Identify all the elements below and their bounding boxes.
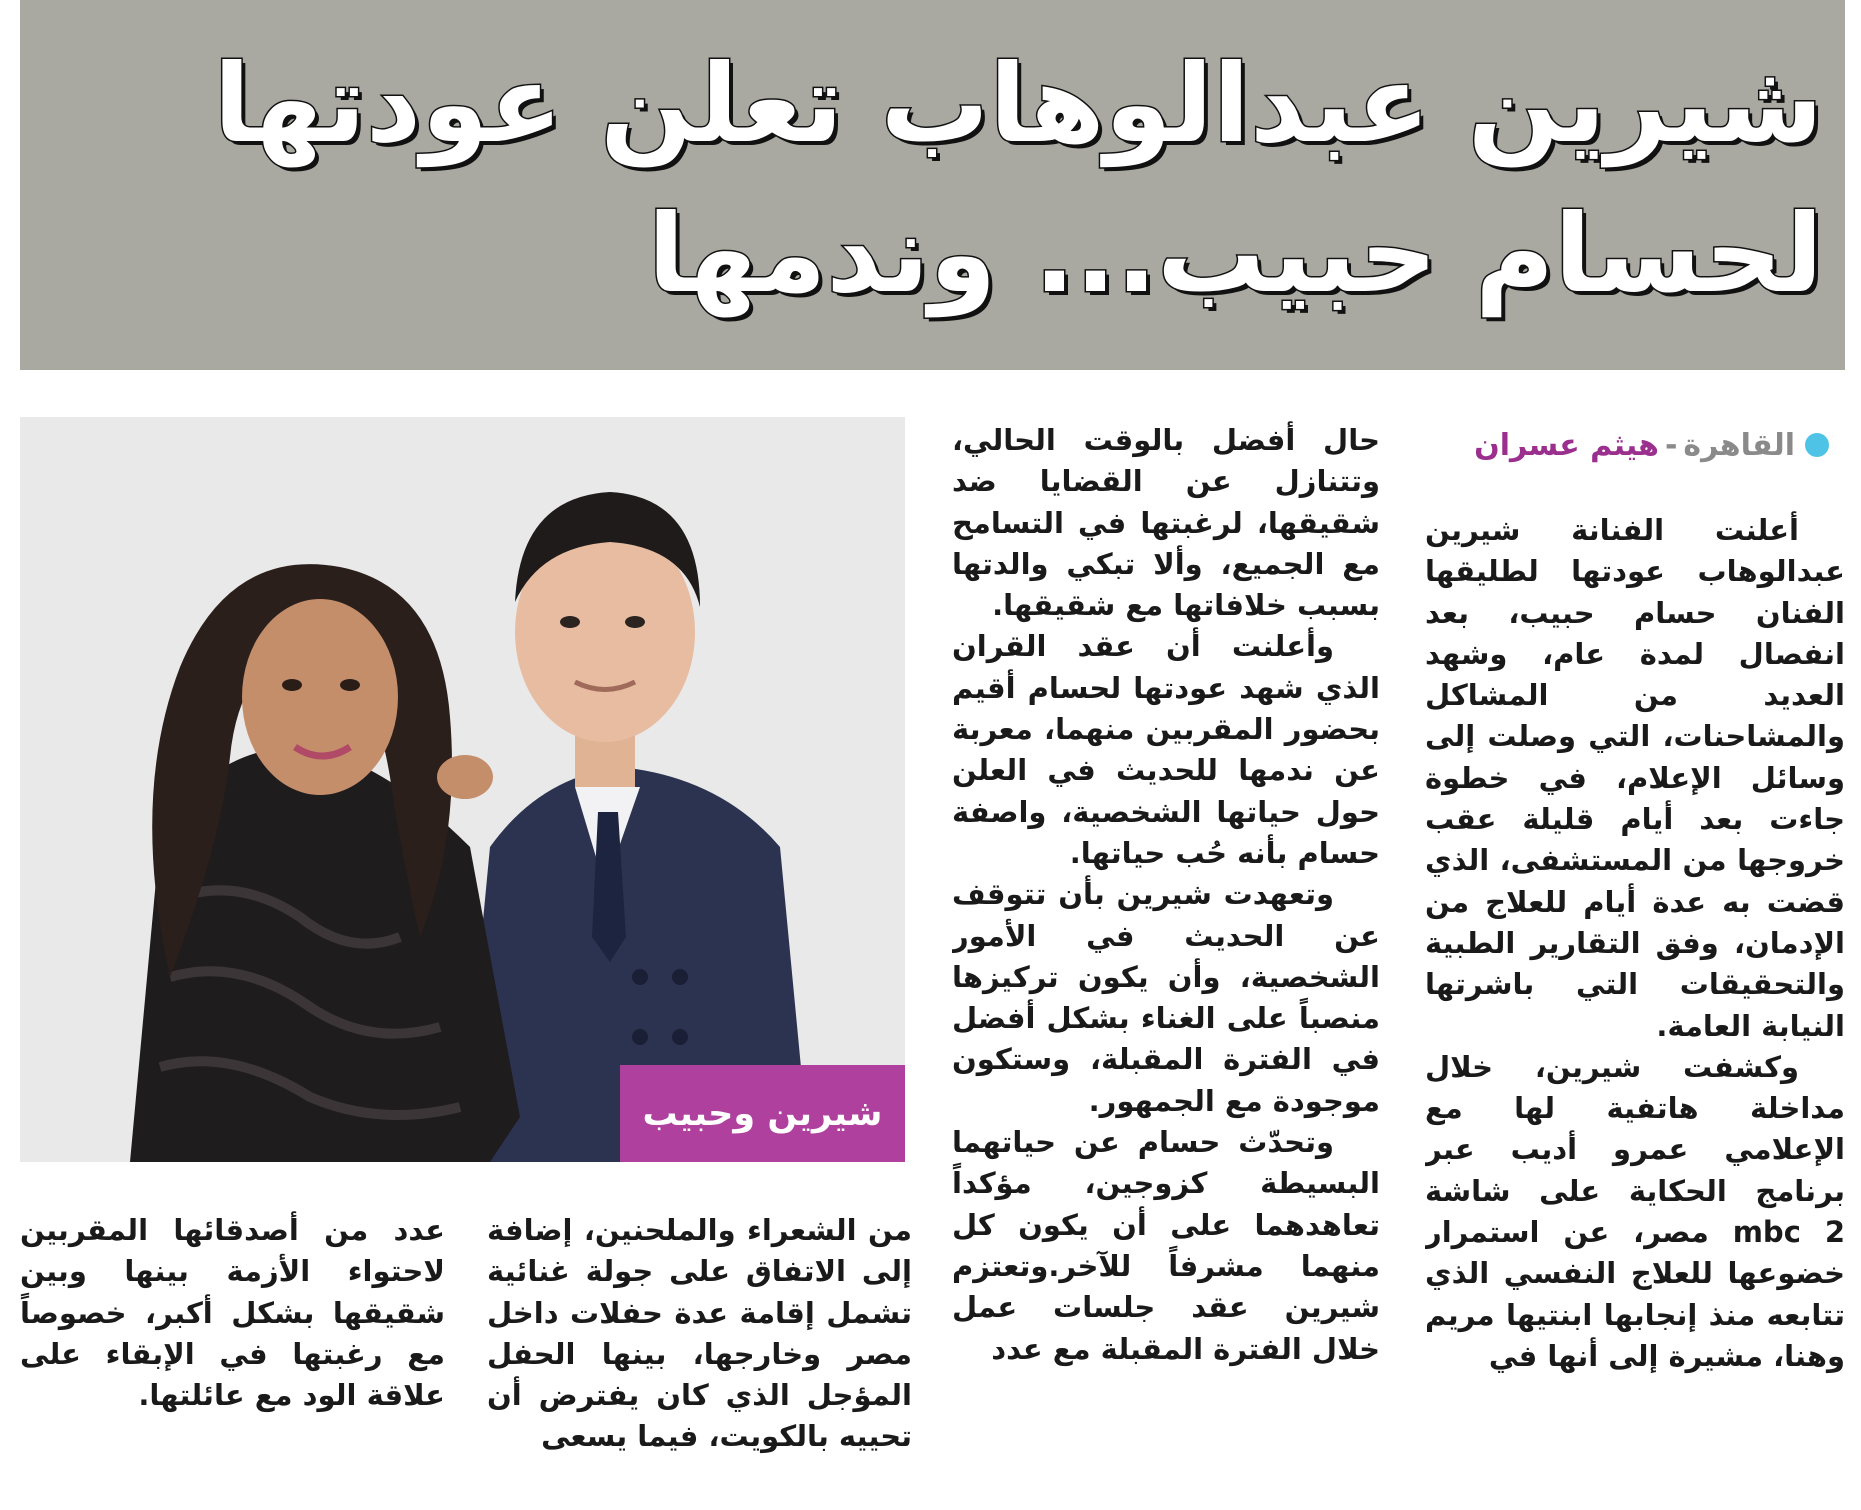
circle-bullet-icon <box>1805 433 1829 457</box>
article-paragraph: وكشفت شيرين، خلال مداخلة هاتفية لها مع الإعلامي عمرو أديب عبر برنامج الحكاية على شاشة mbc 2 مصر، عن استمرار خضوعها للعلاج النفسي الذي تتابعه منذ إنجابها ابنتيها مريم وهنا، مشيرة إلى أنها في <box>1425 1049 1845 1373</box>
article-paragraph: أعلنت الفنانة شيرين عبدالوهاب عودتها لطليقها الفنان حسام حبيب، بعد انفصال لمدة عام، وشهد العديد من المشاكل والمشاحنات، التي وصلت إلى وسائل الإعلام، في خطوة جاءت بعد أيام قليلة عقب خروجها من المستشفى، الذي قضت به عدة أيام للعلاج من الإدمان، وفق التقارير الطبية والتحقيقات التي باشرتها النيابة العامة. <box>1425 513 1845 1043</box>
article-photo <box>20 417 905 1162</box>
photo-caption: شيرين وحبيب <box>620 1065 905 1162</box>
article-paragraph: عدد من أصدقائها المقربين لاحتواء الأزمة بينها وبين شقيقها بشكل أكبر، خصوصاً مع رغبتها في الإبقاء على علاقة الود مع عائلتها. <box>20 1213 445 1413</box>
headline <box>63 30 1823 330</box>
article-column-4 <box>20 1210 445 1500</box>
article-paragraph: من الشعراء والملحنين، إضافة إلى الاتفاق على جولة غنائية تشمل إقامة عدة حفلات داخل مصر وخارجها، بينها الحفل المؤجل الذي كان يفترض أن تحييه بالكويت، فيما يسعى <box>487 1213 912 1454</box>
headline-line-2: لحسام حبيب... وندمها <box>647 192 1823 317</box>
article-paragraph: وتعهدت شيرين بأن تتوقف عن الحديث في الأمور الشخصية، وأن يكون تركيزها منصباً على الغناء بشكل أفضل في الفترة المقبلة، وستكون موجودة مع الجمهور. <box>952 877 1380 1118</box>
byline-separator: - <box>1664 427 1678 463</box>
article-column-2 <box>952 420 1380 1500</box>
headline-banner <box>20 0 1845 370</box>
article-column-3 <box>487 1210 912 1500</box>
couple-photo-illustration <box>20 417 905 1162</box>
byline-author: هيثم عسران <box>1474 427 1659 463</box>
byline-city: القاهرة <box>1683 427 1795 463</box>
article-column-1 <box>1425 510 1845 1510</box>
article-paragraph: وأعلنت أن عقد القران الذي شهد عودتها لحسام أقيم بحضور المقربين منهما، معربة عن ندمها للحديث في العلن حول حياتها الشخصية، واصفة حسام بأنه حُب حياتها. <box>952 629 1380 870</box>
byline <box>1429 425 1829 465</box>
article-paragraph: حال أفضل بالوقت الحالي، وتتنازل عن القضايا ضد شقيقها، لرغبتها في التسامح مع الجميع، وألا تبكي والدتها بسبب خلافاتها مع شقيقها. <box>952 423 1380 623</box>
article-paragraph: وتحدّث حسام عن حياتهما البسيطة كزوجين، مؤكداً تعاهدهما على أن يكون كل منهما مشرفاً للآخر.وتعتزم شيرين عقد جلسات عمل خلال الفترة المقبلة مع عدد <box>952 1125 1380 1366</box>
headline-line-1: شيرين عبدالوهاب تعلن عودتها <box>213 42 1823 167</box>
